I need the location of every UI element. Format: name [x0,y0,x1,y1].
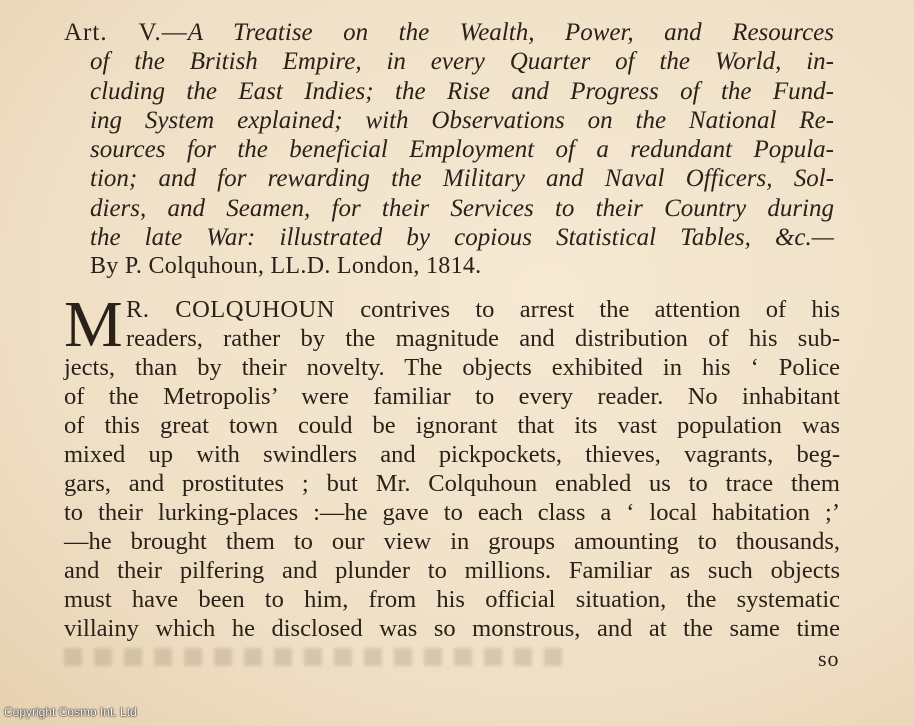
body-line: gars, and prostitutes ; but Mr. Colquhoun enabled us to trace them [64,470,840,497]
body-line-text: contrives to arrest the attention of his [334,296,840,323]
article-number: Art. V.— [64,19,188,46]
copyright-watermark: Copyright Cosmo Int. Ltd [4,705,137,719]
article-heading [64,18,834,282]
drop-cap: M [64,288,123,361]
heading-line: tion; and for rewarding the Military and Naval Officers, Sol- [90,165,834,193]
body-line: readers, rather by the magnitude and distribution of his sub- [126,325,840,352]
heading-line: of the British Empire, in every Quarter of the World, in- [90,48,834,76]
heading-line: diers, and Seamen, for their Services to their Country during [90,194,834,222]
body-line: villainy which he disclosed was so monstrous, and at the same time [64,615,840,642]
bleed-through-text [64,648,564,666]
body-line: —he brought them to our view in groups amounting to thousands, [64,528,840,555]
heading-line: the late War: illustrated by copious Statistical Tables, &c.— [90,224,834,252]
heading-line [64,18,834,47]
lead-caps: R. COLQUHOUN [126,296,335,323]
heading-line: cluding the East Indies; the Rise and Progress of the Fund- [90,77,834,105]
body-line: must have been to him, from his official situation, the systematic [64,586,840,613]
body-line: to their lurking-places :—he gave to each class a ‘ local habitation ;’ [64,499,840,526]
body-line: jects, than by their novelty. The objects exhibited in his ‘ Police [64,354,840,381]
heading-line-text: A Treatise on the Wealth, Power, and Resources [187,19,834,46]
body-line: mixed up with swindlers and pickpockets, thieves, vagrants, beg- [64,441,840,468]
heading-line: sources for the beneficial Employment of a redundant Popula- [90,136,834,164]
body-line: of the Metropolis’ were familiar to every reader. No inhabitant [64,383,840,410]
body-line: of this great town could be ignorant that its vast population was [64,412,840,439]
body-line [64,295,840,324]
body-line: and their pilfering and plunder to millions. Familiar as such objects [64,557,840,584]
catchword: so [818,646,840,671]
article-body [64,288,840,643]
byline: By P. Colquhoun, LL.D. London, 1814. [90,253,482,280]
heading-line: ing System explained; with Observations on the National Re- [90,106,834,134]
